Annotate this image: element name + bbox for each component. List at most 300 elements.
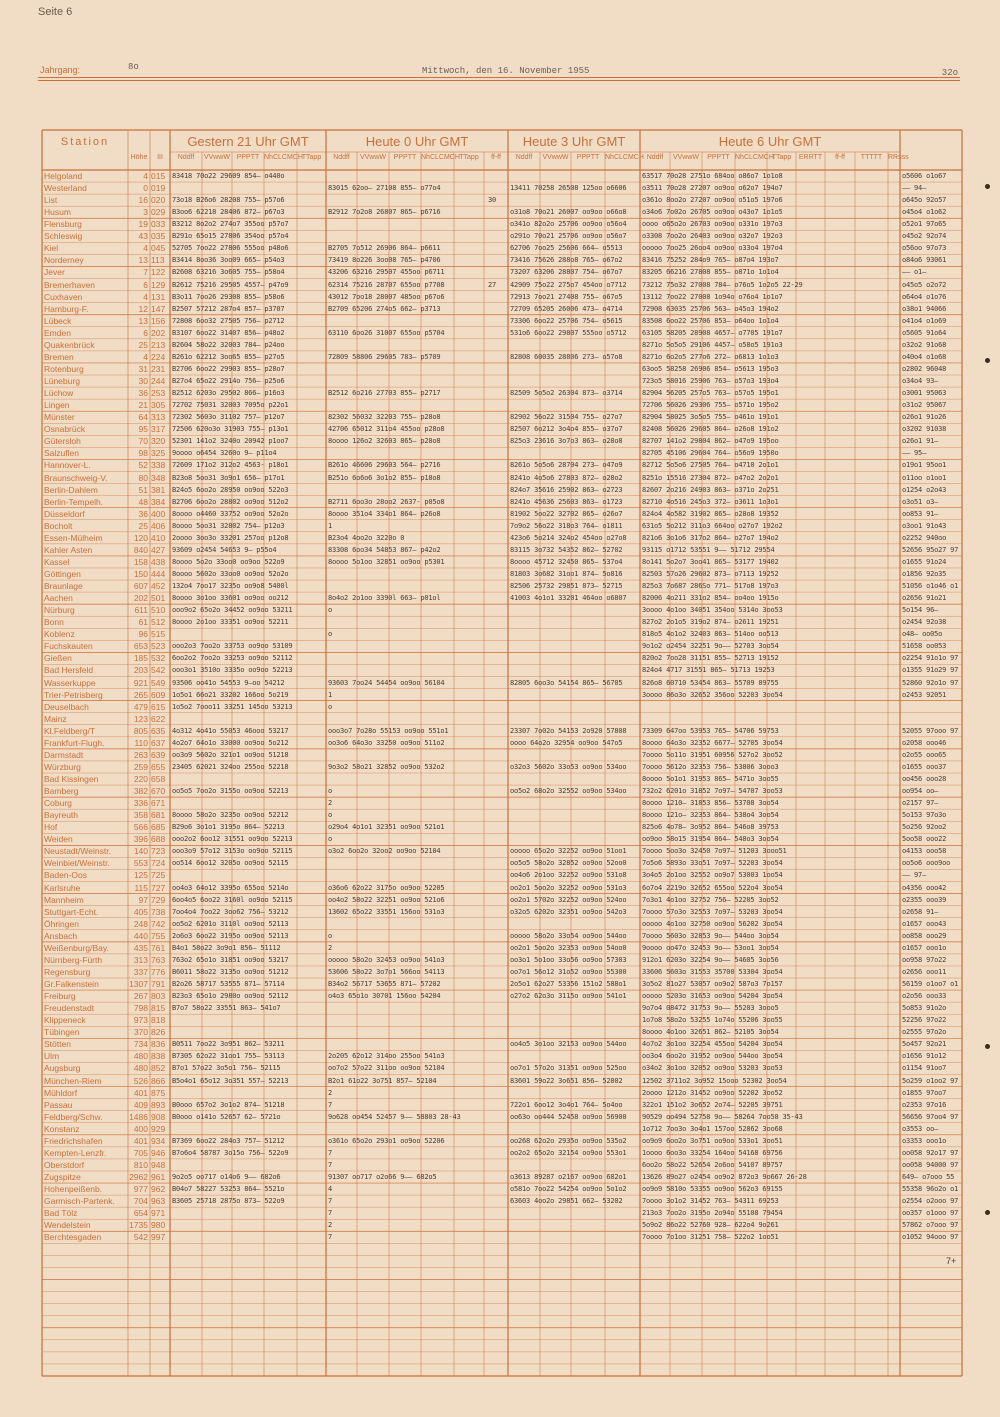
station-id: 893 bbox=[151, 1099, 166, 1110]
station-name: Bad Tölz bbox=[44, 1208, 78, 1219]
obs-06utc: 8oooo 1210— 31853 856— 53708 3oo54 bbox=[642, 799, 779, 808]
obs-extra: o2554 o2ooo 97 bbox=[902, 1197, 959, 1206]
obs-00utc: 7 bbox=[328, 1148, 333, 1157]
station-height: 401 bbox=[133, 1135, 148, 1146]
station-height: 654 bbox=[133, 1208, 148, 1219]
obs-06utc: 63517 70o28 2751o 684oo o86o7 1o1o8 bbox=[642, 172, 783, 180]
station-height: 48 bbox=[138, 496, 148, 507]
obs-extra: o1657 ooo43 bbox=[902, 919, 947, 928]
subcolumn-header: NhCLCMCH bbox=[735, 154, 774, 161]
obs-21utc: B0511 7oo22 3o951 862— 53211 bbox=[172, 1040, 285, 1049]
obs-extra: o3353 ooo1o bbox=[902, 1136, 947, 1145]
station-height: 313 bbox=[133, 954, 148, 965]
header-rule bbox=[38, 77, 960, 78]
obs-21utc: ooo2o3 7oo2o 33753 oo9oo 53109 bbox=[172, 642, 293, 651]
obs-extra: 649— o7ooo 55 bbox=[902, 1172, 955, 1181]
issue-number: 32o bbox=[941, 68, 958, 78]
station-id: 045 bbox=[151, 243, 166, 254]
station-height: 43 bbox=[138, 231, 148, 242]
obs-00utc: 8oooo 126o2 32603 865— p28o8 bbox=[328, 437, 441, 446]
station-height: 973 bbox=[133, 1015, 148, 1026]
station-id: 438 bbox=[151, 556, 166, 567]
station-height: 4 bbox=[143, 351, 148, 362]
obs-00utc-extra: 30 bbox=[488, 196, 497, 205]
station-id: 113 bbox=[151, 255, 165, 266]
station-height: 370 bbox=[133, 1027, 148, 1038]
station-id: 763 bbox=[151, 954, 166, 965]
obs-06utc: 1oooo 6oo3o 33254 164oo 54168 69756 bbox=[642, 1148, 783, 1157]
obs-06utc: 73309 647oo 53953 765— 54706 59753 bbox=[642, 726, 779, 735]
obs-extra: o45o4 o1o62 bbox=[902, 208, 947, 217]
station-name: Freudenstadt bbox=[44, 1003, 95, 1014]
obs-06utc: 13626 89o27 o2454 oo9o2 872o3 9o667 26-28 bbox=[642, 1172, 807, 1181]
station-height: 110 bbox=[134, 737, 148, 748]
obs-21utc: 763o2 65o1o 31851 oo9oo 53217 bbox=[172, 955, 289, 964]
group-header: Heute 0 Uhr GMT bbox=[365, 134, 469, 149]
station-id: 224 bbox=[151, 351, 166, 362]
station-id: 515 bbox=[151, 629, 166, 640]
obs-21utc: 8oooo 3o1oo 33601 oo9oo oo212 bbox=[172, 594, 289, 603]
obs-extra: oo958 97o22 bbox=[902, 955, 947, 964]
obs-03utc: 62706 7oo25 25606 664— o5513 bbox=[510, 244, 623, 253]
obs-extra: o11oo o1oo1 bbox=[902, 473, 947, 482]
obs-00utc: o29o4 4o1o1 32351 oo9oo 521o1 bbox=[328, 823, 445, 832]
obs-00utc-extra: 27 bbox=[488, 280, 497, 289]
obs-extra: o40o4 o1o68 bbox=[902, 352, 947, 361]
station-id: 729 bbox=[151, 894, 166, 905]
station-height: 158 bbox=[133, 556, 148, 567]
obs-00utc: o bbox=[328, 811, 333, 820]
obs-extra: o3oo1 91o43 bbox=[902, 521, 947, 530]
obs-06utc: 1o7o8 58o2o 53255 1o74o 55206 3oo55 bbox=[642, 1016, 783, 1025]
obs-03utc: 13411 70258 26508 125oo o6606 bbox=[510, 184, 627, 193]
obs-00utc: 2 bbox=[328, 1221, 333, 1230]
station-id: 622 bbox=[151, 713, 166, 724]
obs-06utc: 6oo2o 58o22 52654 2o6oo 54107 89757 bbox=[642, 1160, 783, 1169]
obs-21utc: B27o4 65o22 2914o 756— p25o6 bbox=[172, 377, 285, 386]
station-name: Wasserkuppe bbox=[44, 677, 96, 688]
station-name: Berchtesgaden bbox=[44, 1232, 102, 1243]
station-name: Bocholt bbox=[44, 520, 73, 531]
obs-00utc: 73419 8o226 3oo08 765— p4706 bbox=[328, 256, 441, 265]
station-height: 30 bbox=[138, 376, 148, 387]
station-id: 836 bbox=[151, 1039, 166, 1050]
station-id: 875 bbox=[151, 1087, 166, 1098]
station-id: 658 bbox=[151, 774, 166, 784]
station-id: 244 bbox=[151, 376, 166, 387]
obs-06utc: o34o2 3o1oo 32052 oo9oo 53203 3oo53 bbox=[642, 1064, 783, 1073]
obs-extra: 51658 oo053 bbox=[902, 642, 947, 651]
station-height: 220 bbox=[133, 774, 148, 784]
station-name: Friedrichshafen bbox=[44, 1135, 103, 1146]
obs-06utc: 5o9o2 86o22 52760 928— 622o4 9o261 bbox=[642, 1221, 779, 1230]
station-height: 6 bbox=[143, 327, 148, 338]
obs-06utc: 8271o 5o5o5 29106 4457— o58o5 191o3 bbox=[642, 340, 783, 349]
station-id: 320 bbox=[151, 436, 166, 447]
station-id: 381 bbox=[151, 484, 166, 495]
station-height: 553 bbox=[133, 858, 148, 869]
obs-21utc: 23405 62021 324oo 255oo 52218 bbox=[172, 762, 289, 771]
station-height: 25 bbox=[138, 520, 148, 531]
obs-extra: 5oo58 ooo22 bbox=[902, 835, 947, 844]
station-id: 962 bbox=[151, 1184, 166, 1195]
obs-03utc: o32o3 5602o 33o53 oo9oo 534oo bbox=[510, 762, 627, 771]
obs-21utc: B7o7 58o22 33551 863— 541o7 bbox=[172, 1004, 281, 1013]
station-name: Norderney bbox=[44, 255, 84, 266]
station-height: 202 bbox=[133, 593, 148, 604]
obs-21utc: B29o6 3o1o1 3195o 864— 52213 bbox=[172, 823, 285, 832]
obs-06utc: 82904 56205 257o5 763— o57o5 195o1 bbox=[642, 389, 779, 398]
station-name: Gr.Falkenstein bbox=[44, 979, 99, 990]
obs-extra: o1657 ooo1o bbox=[902, 943, 947, 952]
obs-21utc: B261o 62212 3oo65 855— p27o5 bbox=[172, 352, 285, 361]
obs-06utc: 90529 oo494 52758 9o—— 58264 7oo58 35-43 bbox=[642, 1112, 803, 1121]
station-id: 826 bbox=[151, 1027, 166, 1038]
obs-06utc: 4o7o2 3o1oo 32254 455oo 54204 3oo54 bbox=[642, 1040, 783, 1049]
obs-21utc: 1o5o1 66o21 33202 166oo 5o219 bbox=[172, 690, 289, 699]
station-name: Osnabrück bbox=[44, 424, 86, 435]
header-rule-2 bbox=[38, 80, 960, 81]
obs-00utc: oo7o2 57o22 311oo oo9oo 52104 bbox=[328, 1064, 445, 1073]
obs-extra: —— 95— bbox=[902, 449, 927, 458]
obs-00utc: o4o3 65o1o 30701 156oo 54204 bbox=[328, 992, 441, 1001]
obs-06utc: 3oooo 4o1oo 34051 354oo 5314o 3oo53 bbox=[642, 606, 783, 615]
obs-00utc: 63110 6oo26 31007 655oo p5704 bbox=[328, 328, 445, 337]
obs-00utc: o3o2 6oo2o 32oo2 oo9oo 52104 bbox=[328, 847, 441, 856]
station-name: Kassel bbox=[44, 556, 70, 567]
obs-06utc: 732o2 6201o 31852 7o97— 54707 3oo53 bbox=[642, 787, 783, 796]
station-name: Wendelstein bbox=[44, 1220, 91, 1231]
station-height: 480 bbox=[133, 1051, 148, 1062]
obs-03utc: oo2o1 5oo2o 32353 oo9oo 54oo0 bbox=[510, 943, 627, 952]
obs-00utc: 2o205 62o12 314oo 255oo 541o3 bbox=[328, 1052, 445, 1061]
station-height: 566 bbox=[133, 822, 148, 833]
station-height: 653 bbox=[133, 641, 148, 652]
obs-extra: o2656 91o21 bbox=[902, 594, 947, 603]
obs-00utc: B251o 6o6o6 3o1o2 855— p18o8 bbox=[328, 473, 441, 482]
obs-00utc: B2o1 61o22 3o751 857— 52104 bbox=[328, 1076, 437, 1085]
station-height: 52 bbox=[138, 460, 148, 471]
station-id: 122 bbox=[151, 267, 166, 278]
obs-00utc: 8oooo 351o4 334o1 864— p26o8 bbox=[328, 509, 441, 518]
station-name: Berlin-Dahlem bbox=[44, 484, 98, 495]
station-id: 231 bbox=[151, 363, 166, 374]
obs-00utc: 1 bbox=[328, 521, 333, 530]
obs-21utc: B2608 63216 3o605 755— p58o4 bbox=[172, 268, 285, 277]
obs-06utc: 83508 6oo22 25706 853— o64oo 1o1o4 bbox=[642, 316, 779, 325]
obs-extra: 56656 97oo4 97 bbox=[902, 1112, 959, 1121]
station-id: 635 bbox=[151, 725, 166, 736]
obs-06utc: oo9oo 58o15 31954 864— 548o3 3oo54 bbox=[642, 835, 779, 844]
station-name: Zugspitze bbox=[44, 1171, 81, 1182]
subcolumn-header: Nddff bbox=[646, 154, 664, 161]
obs-06utc: 83205 66216 27808 855— o871o 1o1o4 bbox=[642, 268, 779, 277]
station-name: Neustadt/Weinstr. bbox=[44, 846, 111, 857]
station-height: 1486 bbox=[129, 1111, 148, 1122]
obs-21utc: oo514 6oo12 3205o oo9oo 52115 bbox=[172, 859, 289, 868]
obs-extra: 5o259 o1oo2 97 bbox=[902, 1076, 959, 1085]
obs-06utc: 7o3o1 4o1oo 32752 756— 52205 3oo52 bbox=[642, 895, 779, 904]
obs-06utc: 13112 7oo22 27008 1o94o o76o4 1o1o7 bbox=[642, 292, 783, 301]
obs-00utc: 7 bbox=[328, 1209, 333, 1218]
station-name: Baden-Oos bbox=[44, 870, 87, 881]
obs-03utc: 73306 6oo22 25706 754— o5615 bbox=[510, 316, 623, 325]
station-id: 688 bbox=[151, 834, 166, 845]
obs-03utc: 82808 60035 28806 273— o57o8 bbox=[510, 352, 623, 361]
obs-21utc: 93609 o2454 54653 9— p55o4 bbox=[172, 545, 277, 554]
obs-00utc: B2512 6o216 27703 855— p2717 bbox=[328, 389, 441, 398]
station-id: 755 bbox=[151, 930, 166, 941]
obs-00utc: 7 bbox=[328, 1100, 333, 1109]
station-height: 840 bbox=[133, 544, 148, 555]
obs-03utc: 72913 7oo21 27408 755— o67o5 bbox=[510, 292, 623, 301]
obs-extra: oo058 94000 97 bbox=[902, 1160, 959, 1169]
station-height: 440 bbox=[133, 930, 148, 941]
obs-21utc: 52705 7oo22 27806 555oo p48o6 bbox=[172, 244, 289, 253]
station-id: 427 bbox=[151, 544, 166, 555]
station-id: 724 bbox=[151, 858, 166, 869]
station-height: 611 bbox=[134, 605, 148, 616]
station-id: 029 bbox=[151, 207, 166, 218]
obs-03utc: 531o6 6oo22 29807 555oo o5712 bbox=[510, 328, 627, 337]
obs-03utc: oo63o oo444 52458 oo9oo 56900 bbox=[510, 1112, 627, 1121]
obs-extra: oo058 92o17 97 bbox=[902, 1148, 959, 1157]
obs-21utc: B0ooo 657o2 3o1o2 874— 51218 bbox=[172, 1100, 285, 1109]
obs-00utc: o36o6 62o22 3175o oo9oo 52205 bbox=[328, 883, 445, 892]
obs-00utc: 82302 56032 32203 755— p28o8 bbox=[328, 413, 441, 422]
station-name: Salzuflen bbox=[44, 448, 79, 459]
station-name: Bad Hersfeld bbox=[44, 665, 94, 676]
group-header: Heute 6 Uhr GMT bbox=[718, 134, 822, 149]
station-height: 21 bbox=[138, 400, 148, 411]
obs-06utc: 322o1 151o2 3o652 2o74— 52205 39751 bbox=[642, 1100, 783, 1109]
obs-06utc: 82408 56026 29605 864— o26o8 191o2 bbox=[642, 425, 779, 434]
station-name: Berlin-Tempelh. bbox=[44, 496, 104, 507]
station-id: 639 bbox=[151, 749, 166, 760]
obs-21utc: oo4o3 64o12 3395o 655oo 5214o bbox=[172, 883, 289, 892]
obs-03utc: 82506 25732 29851 873— 52715 bbox=[510, 582, 623, 591]
obs-03utc: 83115 3o732 54352 862— 52702 bbox=[510, 545, 623, 554]
obs-00utc: 83308 6oo34 54853 867— p42o2 bbox=[328, 545, 441, 554]
station-id: 019 bbox=[151, 183, 166, 194]
station-id: 532 bbox=[151, 653, 166, 664]
station-id: 670 bbox=[151, 786, 166, 797]
station-name: Konstanz bbox=[44, 1123, 80, 1134]
obs-06utc: 12502 3711o2 3o952 15ooo 52302 3oo54 bbox=[642, 1076, 787, 1085]
obs-extra: o64o4 o1o76 bbox=[902, 292, 947, 301]
obs-extra: o3001 95063 bbox=[902, 389, 947, 398]
station-height: 263 bbox=[133, 749, 148, 760]
obs-06utc: 72706 56026 29306 755— o571o 195o2 bbox=[642, 401, 779, 410]
station-height: 382 bbox=[133, 786, 148, 797]
station-name: Darmstadt bbox=[44, 749, 84, 760]
obs-06utc: 723o5 58016 25906 763— o57o3 193o4 bbox=[642, 377, 779, 386]
obs-21utc: B3605 25718 2875o 873— 522o9 bbox=[172, 1197, 285, 1206]
obs-extra: o2254 91o1o 97 bbox=[902, 654, 959, 663]
obs-03utc: 82805 6oo3o 54154 865— 56705 bbox=[510, 678, 623, 687]
station-name: Jever bbox=[44, 267, 65, 278]
obs-06utc: oooo o65o2o 26703 oo9oo o331o 197o3 bbox=[642, 220, 783, 229]
obs-00utc: 7 bbox=[328, 1233, 333, 1242]
obs-extra: o2453 92051 bbox=[902, 690, 947, 699]
obs-extra: o31o2 95067 bbox=[902, 401, 947, 410]
station-id: 338 bbox=[151, 460, 166, 471]
obs-21utc: B2o26 58717 53555 871— 57114 bbox=[172, 980, 285, 989]
obs-extra: 5o457 92o21 bbox=[902, 1040, 947, 1049]
obs-03utc: oo5o2 68o2o 32552 oo9oo 534oo bbox=[510, 787, 627, 796]
station-id: 980 bbox=[151, 1220, 166, 1231]
obs-06utc: ooooo 4o1oo 32750 oo9oo 56202 3oo54 bbox=[642, 919, 783, 928]
station-height: 921 bbox=[133, 677, 148, 688]
station-name: Braunschweig-V. bbox=[44, 472, 108, 483]
obs-21utc: B04o7 58227 53253 864— 5521o bbox=[172, 1185, 285, 1194]
hoehe-header: Höhe bbox=[130, 154, 148, 161]
station-name: Kempten-Lenzfr. bbox=[44, 1147, 107, 1158]
obs-06utc: 824o4 4717 31551 865— 51713 19253 bbox=[642, 666, 775, 675]
subcolumn-header: ff-ff bbox=[491, 154, 501, 161]
obs-21utc: ooo3o1 3510o 3335o oo9oo 52213 bbox=[172, 666, 293, 675]
obs-03utc: 722o1 6oo12 3o4o1 764— 5o4oo bbox=[510, 1100, 623, 1109]
station-id: 406 bbox=[151, 520, 166, 531]
obs-00utc: 7 bbox=[328, 1197, 333, 1206]
station-name: Passau bbox=[44, 1099, 73, 1110]
station-height: 337 bbox=[133, 966, 148, 977]
station-name: Fuchskauten bbox=[44, 641, 93, 652]
station-height: 265 bbox=[133, 689, 148, 700]
station-id: 510 bbox=[151, 605, 166, 616]
station-id: 501 bbox=[151, 593, 166, 604]
obs-extra: o1655 91o24 bbox=[902, 557, 947, 566]
obs-extra: o1052 94ooo 97 bbox=[902, 1233, 959, 1242]
station-id: 523 bbox=[151, 641, 166, 652]
station-name: Coburg bbox=[44, 798, 72, 809]
obs-extra: —— 97— bbox=[902, 871, 927, 880]
subcolumn-header: PPPTT bbox=[707, 154, 730, 161]
obs-extra: 5o153 97o3o bbox=[902, 811, 947, 820]
station-name: Düsseldorf bbox=[44, 508, 85, 519]
obs-extra: oo5o6 ooo9oo bbox=[902, 859, 951, 868]
subcolumn-header: ERRTT bbox=[798, 154, 823, 161]
station-height: 400 bbox=[133, 1123, 148, 1134]
station-id: 948 bbox=[151, 1159, 166, 1170]
obs-06utc: 73212 75o32 27008 784— o76o5 1o2o5 22-29 bbox=[642, 280, 803, 289]
station-id: 384 bbox=[151, 496, 166, 507]
obs-06utc: 825o6 4o78— 3o952 864— 546o8 39753 bbox=[642, 823, 779, 832]
station-height: 480 bbox=[133, 1063, 148, 1074]
station-name: Kiel bbox=[44, 243, 59, 254]
subcolumn-header: VVwwW bbox=[542, 154, 569, 161]
station-height: 4 bbox=[143, 171, 148, 181]
punch-hole bbox=[985, 1044, 990, 1049]
station-name: Hamburg-F. bbox=[44, 303, 89, 314]
obs-extra: o2658 91— bbox=[902, 907, 939, 916]
obs-21utc: B3107 6oo22 31407 856— p48o2 bbox=[172, 328, 285, 337]
station-id: 549 bbox=[151, 677, 166, 688]
station-name: Mühldorf bbox=[44, 1087, 78, 1098]
obs-03utc: 8oooo 45712 32450 865— 537o4 bbox=[510, 557, 623, 566]
station-name: Husum bbox=[44, 207, 71, 218]
station-height: 51 bbox=[138, 484, 148, 495]
obs-03utc: o3613 89287 o2167 oo9oo 682o1 bbox=[510, 1172, 627, 1181]
obs-03utc: 81803 3o682 31oo1 874— 5o816 bbox=[510, 569, 623, 578]
obs-06utc: 82503 57o26 29602 873— o7113 19252 bbox=[642, 569, 779, 578]
punch-hole bbox=[985, 1210, 990, 1215]
obs-extra: o48— oo05o bbox=[902, 630, 943, 639]
station-id: 671 bbox=[151, 798, 166, 809]
obs-06utc: 2oooo 1212o 31452 oo9oo 52202 3oo52 bbox=[642, 1088, 783, 1097]
station-name: Braunlage bbox=[44, 581, 83, 592]
obs-extra: 55358 96o2o o1 bbox=[902, 1185, 959, 1194]
obs-extra: o2555 97o2o bbox=[902, 1028, 947, 1037]
station-id: 866 bbox=[151, 1075, 166, 1086]
obs-03utc: o291o 70o21 25706 oo9oo o56o7 bbox=[510, 232, 627, 241]
station-name: Nürnberg-Fürth bbox=[44, 954, 103, 965]
subcolumn-header: NhCLCMCH bbox=[264, 154, 303, 161]
obs-00utc: B261o 46606 29603 564— p2716 bbox=[328, 461, 441, 470]
obs-00utc: 72809 58806 29605 783— p5709 bbox=[328, 352, 441, 361]
station-name: Hannover-L. bbox=[44, 460, 91, 471]
nr-header: III bbox=[157, 154, 163, 161]
obs-03utc: 82507 6o212 3o4o4 855— o37o7 bbox=[510, 425, 623, 434]
obs-extra: o84o6 93061 bbox=[902, 256, 947, 265]
station-header: Station bbox=[60, 136, 110, 148]
station-name: Lübeck bbox=[44, 315, 72, 326]
obs-21utc: 8oooo 5602o 33oo0 oo9oo 52o2o bbox=[172, 569, 289, 578]
obs-03utc: 72709 65205 26006 473— o4714 bbox=[510, 304, 623, 313]
obs-00utc: 93603 7oo24 54454 oo9oo 56104 bbox=[328, 678, 445, 687]
obs-06utc: 827o2 2o1o5 319o2 874— o2611 19251 bbox=[642, 618, 779, 627]
obs-03utc: oo5o5 58o2o 32852 oo9oo 52oo0 bbox=[510, 859, 627, 868]
obs-06utc: 825o3 7o687 286So 771— 517o8 197o3 bbox=[642, 582, 779, 591]
station-id: 131 bbox=[151, 291, 166, 302]
station-name: Quakenbrück bbox=[44, 339, 95, 350]
subcolumn-header: RRsss bbox=[888, 154, 909, 161]
obs-21utc: 7oo4o4 7oo22 3oo62 756— 53212 bbox=[172, 907, 289, 916]
obs-00utc: oo4o2 58o22 32251 oo9oo 521o6 bbox=[328, 895, 445, 904]
obs-extra: 57862 o7ooo 97 bbox=[902, 1221, 959, 1230]
obs-03utc: 83601 59o22 3o651 856— 52802 bbox=[510, 1076, 623, 1085]
station-name: Tübingen bbox=[44, 1027, 80, 1038]
station-name: Aachen bbox=[44, 593, 73, 604]
station-height: 7 bbox=[143, 267, 148, 278]
station-id: 997 bbox=[151, 1232, 166, 1243]
subcolumn-header: NhCLCMCH bbox=[421, 154, 460, 161]
obs-extra: oo456 ooo28 bbox=[902, 775, 947, 783]
obs-00utc: o bbox=[328, 787, 333, 796]
obs-03utc: o341o 82o2o 25706 oo9oo o56o4 bbox=[510, 220, 627, 229]
station-id: 609 bbox=[151, 689, 166, 700]
obs-extra: o2802 96048 bbox=[902, 364, 947, 373]
obs-06utc: 3oooo 86o3o 32652 356oo 52203 3oo54 bbox=[642, 690, 783, 699]
station-id: 727 bbox=[151, 882, 166, 893]
obs-extra: oo954 oo— bbox=[902, 787, 939, 796]
station-height: 401 bbox=[133, 1087, 148, 1098]
station-id: 963 bbox=[151, 1196, 166, 1207]
station-name: Gütersloh bbox=[44, 436, 81, 447]
obs-03utc: 73416 75626 288o8 765— o67o2 bbox=[510, 256, 623, 265]
obs-00utc: ooooo 58o2o 32453 oo9oo 541o3 bbox=[328, 955, 445, 964]
station-height: 405 bbox=[133, 906, 148, 917]
obs-21utc: ooo3o9 57o12 3153o oo9oo 52115 bbox=[172, 847, 293, 856]
obs-21utc: 9o2o5 oo717 o14o6 9—— 682o6 bbox=[172, 1172, 281, 1181]
obs-extra: 5o154 96— bbox=[902, 606, 939, 615]
obs-06utc: ooooo 5203o 31653 oo9oo 54204 3oo54 bbox=[642, 992, 783, 1001]
station-name: Mainz bbox=[44, 713, 67, 724]
obs-00utc: B2912 7o2o8 26807 865— p6716 bbox=[328, 208, 441, 217]
station-height: 120 bbox=[133, 532, 148, 543]
station-name: Feldberg/Schw. bbox=[44, 1111, 103, 1122]
station-name: Hohenpeißenb. bbox=[44, 1184, 103, 1195]
